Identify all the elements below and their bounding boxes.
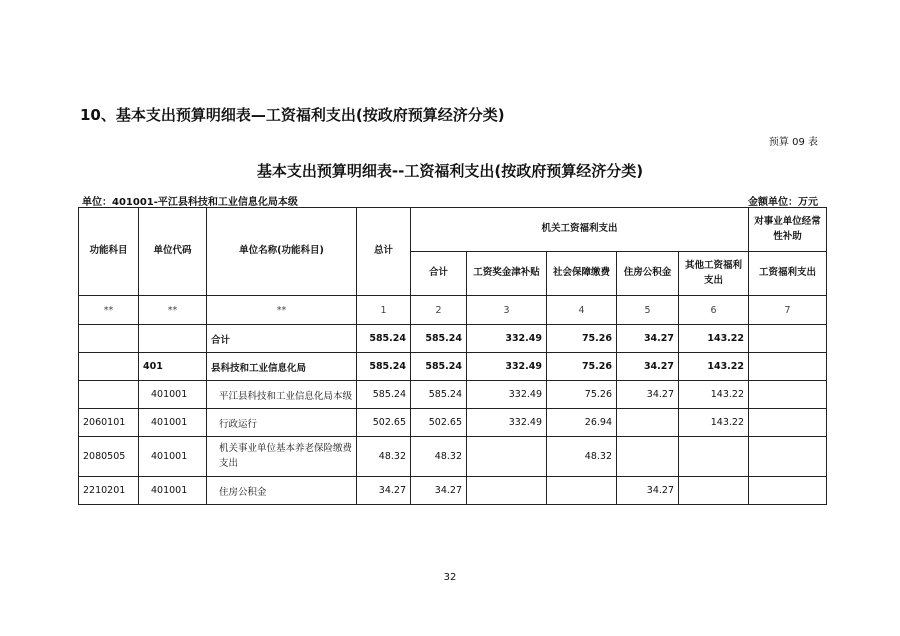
name-cell: 机关事业单位基本养老保险缴费支出 bbox=[207, 437, 357, 477]
func-cell: 2080505 bbox=[79, 437, 139, 477]
sum-cell: 585.24 bbox=[411, 353, 467, 381]
code-cell: 401001 bbox=[139, 477, 207, 505]
index-cell: 7 bbox=[749, 296, 827, 325]
total-cell: 502.65 bbox=[357, 409, 411, 437]
table-row bbox=[79, 381, 827, 409]
subsidy-cell bbox=[749, 437, 827, 477]
social-cell: 75.26 bbox=[547, 325, 617, 353]
subsidy-cell bbox=[749, 353, 827, 381]
table-row bbox=[79, 477, 827, 505]
total-cell: 585.24 bbox=[357, 325, 411, 353]
name-cell: 行政运行 bbox=[207, 409, 357, 437]
index-row bbox=[79, 296, 827, 325]
social-cell bbox=[547, 477, 617, 505]
sum-cell: 585.24 bbox=[411, 381, 467, 409]
header-housing: 住房公积金 bbox=[617, 252, 679, 296]
wage-cell bbox=[467, 437, 547, 477]
index-cell: 3 bbox=[467, 296, 547, 325]
table-row-total bbox=[79, 325, 827, 353]
unit-label: 单位：401001-平江县科技和工业信息化局本级 bbox=[82, 197, 298, 208]
subsidy-cell bbox=[749, 325, 827, 353]
index-cell: 5 bbox=[617, 296, 679, 325]
other-cell: 143.22 bbox=[679, 325, 749, 353]
subsidy-cell bbox=[749, 477, 827, 505]
amount-unit-label: 金额单位：万元 bbox=[748, 197, 818, 208]
name-cell: 合计 bbox=[207, 325, 357, 353]
header-sum: 合计 bbox=[411, 252, 467, 296]
index-cell: ** bbox=[139, 296, 207, 325]
total-cell: 585.24 bbox=[357, 381, 411, 409]
header-unit-code: 单位代码 bbox=[139, 208, 207, 296]
total-cell: 48.32 bbox=[357, 437, 411, 477]
social-cell: 48.32 bbox=[547, 437, 617, 477]
subsidy-cell bbox=[749, 381, 827, 409]
index-cell: 6 bbox=[679, 296, 749, 325]
housing-cell: 34.27 bbox=[617, 353, 679, 381]
func-cell bbox=[79, 325, 139, 353]
header-subsidy-group: 对事业单位经常性补助 bbox=[749, 208, 827, 252]
table-row bbox=[79, 409, 827, 437]
wage-cell: 332.49 bbox=[467, 353, 547, 381]
header-wage: 工资奖金津补贴 bbox=[467, 252, 547, 296]
wage-cell: 332.49 bbox=[467, 381, 547, 409]
header-wage-welfare: 工资福利支出 bbox=[749, 252, 827, 296]
sum-cell: 502.65 bbox=[411, 409, 467, 437]
name-cell: 县科技和工业信息化局 bbox=[207, 353, 357, 381]
total-cell: 585.24 bbox=[357, 353, 411, 381]
housing-cell: 34.27 bbox=[617, 325, 679, 353]
index-cell: 1 bbox=[357, 296, 411, 325]
code-cell bbox=[139, 325, 207, 353]
func-cell bbox=[79, 353, 139, 381]
budget-table bbox=[78, 207, 827, 505]
table-row bbox=[79, 437, 827, 477]
header-other: 其他工资福利支出 bbox=[679, 252, 749, 296]
code-cell: 401001 bbox=[139, 409, 207, 437]
code-cell: 401001 bbox=[139, 381, 207, 409]
wage-cell: 332.49 bbox=[467, 325, 547, 353]
other-cell bbox=[679, 437, 749, 477]
page-number: 32 bbox=[443, 572, 457, 583]
table-row-department bbox=[79, 353, 827, 381]
code-cell: 401 bbox=[139, 353, 207, 381]
sum-cell: 34.27 bbox=[411, 477, 467, 505]
wage-cell bbox=[467, 477, 547, 505]
index-cell: 4 bbox=[547, 296, 617, 325]
header-total: 总计 bbox=[357, 208, 411, 296]
func-cell: 2060101 bbox=[79, 409, 139, 437]
other-cell: 143.22 bbox=[679, 353, 749, 381]
table-number: 预算 09 表 bbox=[768, 137, 818, 148]
index-cell: 2 bbox=[411, 296, 467, 325]
header-unit-name: 单位名称(功能科目) bbox=[207, 208, 357, 296]
name-cell: 平江县科技和工业信息化局本级 bbox=[207, 381, 357, 409]
other-cell: 143.22 bbox=[679, 409, 749, 437]
code-cell: 401001 bbox=[139, 437, 207, 477]
header-social: 社会保障缴费 bbox=[547, 252, 617, 296]
housing-cell bbox=[617, 437, 679, 477]
other-cell: 143.22 bbox=[679, 381, 749, 409]
header-org-welfare-group: 机关工资福利支出 bbox=[411, 208, 749, 252]
func-cell bbox=[79, 381, 139, 409]
social-cell: 26.94 bbox=[547, 409, 617, 437]
social-cell: 75.26 bbox=[547, 353, 617, 381]
sum-cell: 585.24 bbox=[411, 325, 467, 353]
wage-cell: 332.49 bbox=[467, 409, 547, 437]
total-cell: 34.27 bbox=[357, 477, 411, 505]
func-cell: 2210201 bbox=[79, 477, 139, 505]
header-func-subject: 功能科目 bbox=[79, 208, 139, 296]
housing-cell bbox=[617, 409, 679, 437]
name-cell: 住房公积金 bbox=[207, 477, 357, 505]
housing-cell: 34.27 bbox=[617, 477, 679, 505]
other-cell bbox=[679, 477, 749, 505]
subsidy-cell bbox=[749, 409, 827, 437]
table-title: 基本支出预算明细表--工资福利支出(按政府预算经济分类) bbox=[256, 162, 644, 180]
housing-cell: 34.27 bbox=[617, 381, 679, 409]
sum-cell: 48.32 bbox=[411, 437, 467, 477]
index-cell: ** bbox=[79, 296, 139, 325]
social-cell: 75.26 bbox=[547, 381, 617, 409]
section-title: 10、基本支出预算明细表—工资福利支出(按政府预算经济分类) bbox=[80, 106, 505, 124]
index-cell: ** bbox=[207, 296, 357, 325]
